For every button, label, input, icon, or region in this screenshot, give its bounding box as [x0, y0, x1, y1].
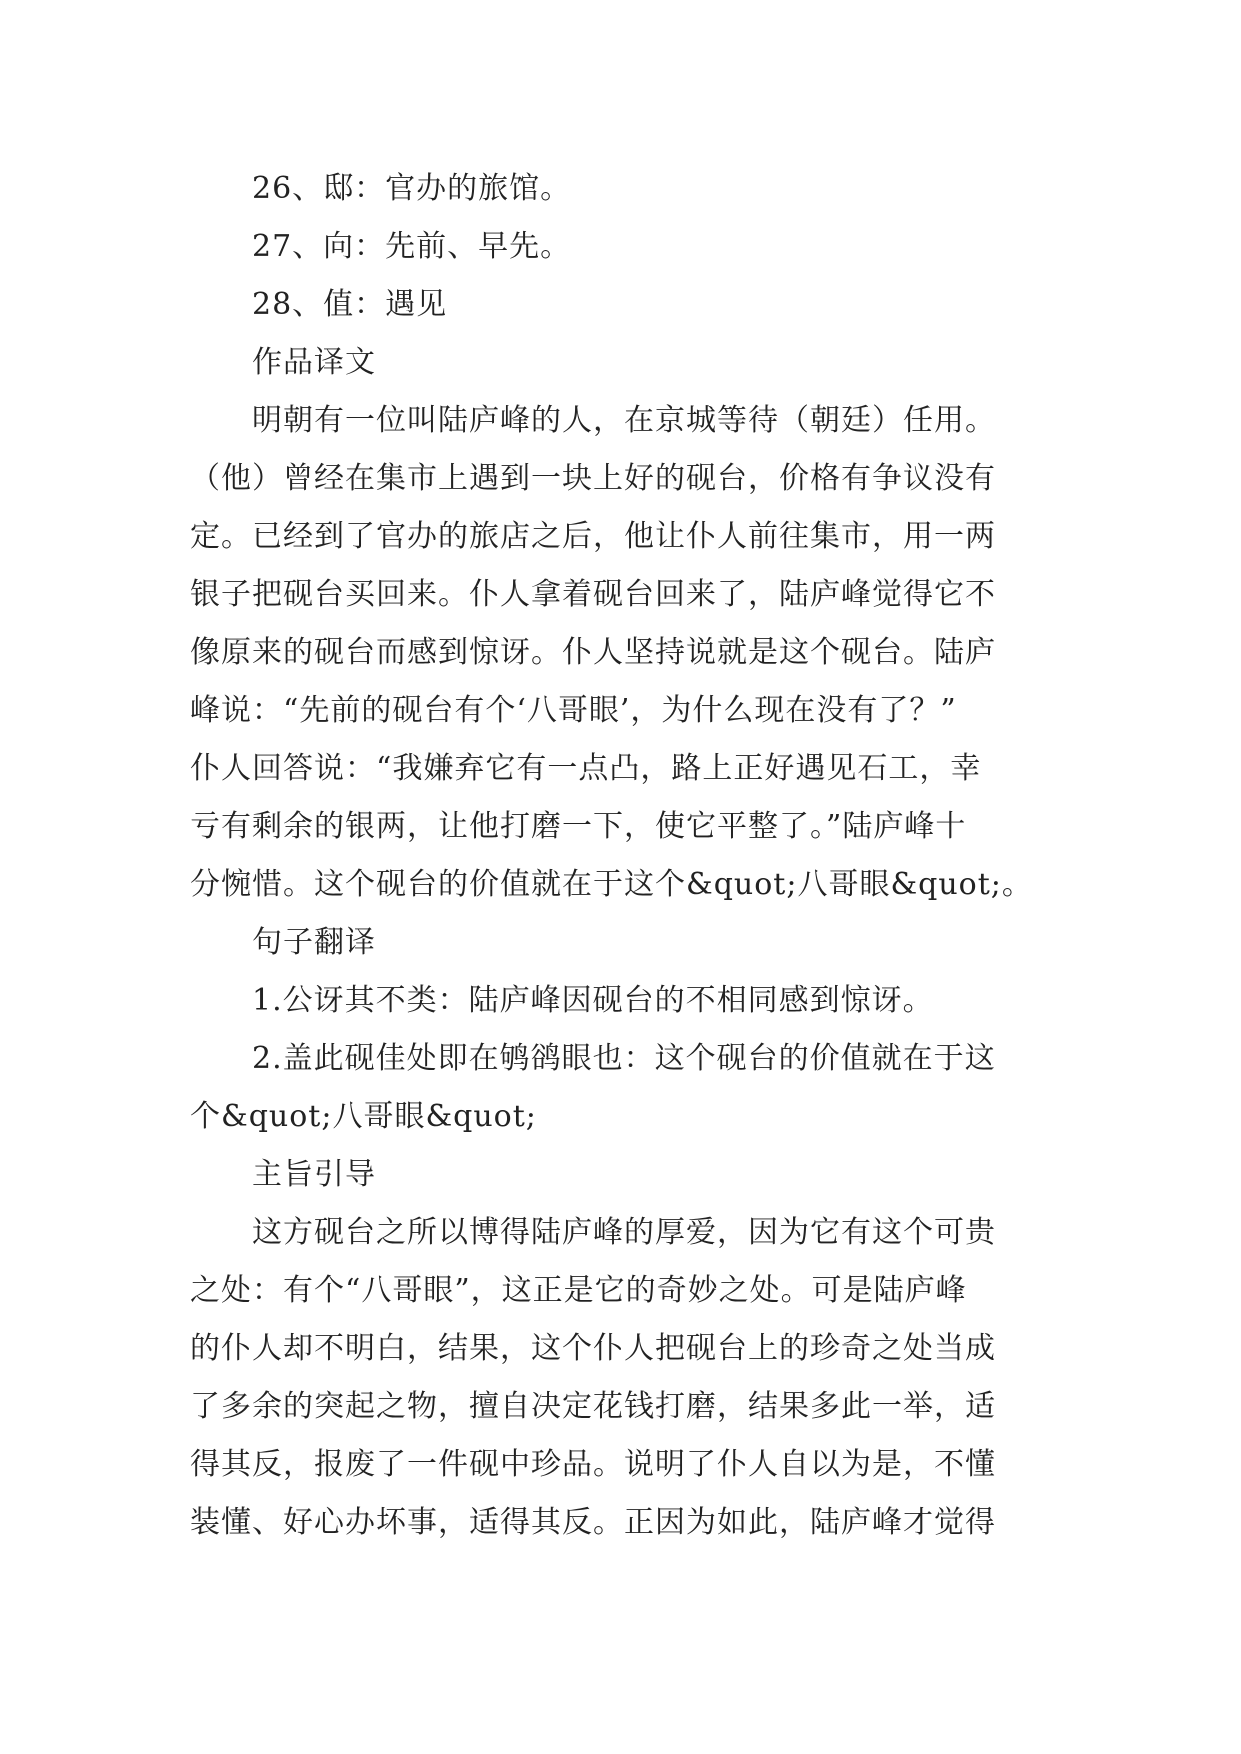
- translation-line: 定。已经到了官办的旅店之后，他让仆人前往集市，用一两: [190, 519, 996, 554]
- translation-line: （他）曾经在集市上遇到一块上好的砚台，价格有争议没有: [190, 461, 996, 496]
- note-26: 26、邸：官办的旅馆。: [252, 171, 572, 206]
- translation-heading: 作品译文: [252, 345, 376, 380]
- translation-line: 分惋惜。这个砚台的价值就在于这个&quot;八哥眼&quot;。: [190, 867, 1033, 902]
- sentences-heading: 句子翻译: [252, 925, 376, 960]
- translation-line: 仆人回答说：“我嫌弃它有一点凸，路上正好遇见石工，幸: [190, 751, 982, 786]
- theme-line: 之处：有个“八哥眼”，这正是它的奇妙之处。可是陆庐峰: [190, 1273, 967, 1308]
- translation-paragraph: [190, 392, 1050, 914]
- theme-line: 了多余的突起之物，擅自决定花钱打磨，结果多此一举，适: [190, 1389, 996, 1424]
- sentence-2-line: 2.盖此砚佳处即在鸲鹆眼也：这个砚台的价值就在于这: [252, 1041, 996, 1076]
- translation-line: 明朝有一位叫陆庐峰的人，在京城等待（朝廷）任用。: [252, 403, 996, 438]
- theme-line: 的仆人却不明白，结果，这个仆人把砚台上的珍奇之处当成: [190, 1331, 996, 1366]
- theme-line: 这方砚台之所以博得陆庐峰的厚爱，因为它有这个可贵: [252, 1215, 996, 1250]
- translation-line: 亏有剩余的银两，让他打磨一下，使它平整了。”陆庐峰十: [190, 809, 967, 844]
- translation-line: 像原来的砚台而感到惊讶。仆人坚持说就是这个砚台。陆庐: [190, 635, 996, 670]
- theme-paragraph: [190, 1204, 1050, 1552]
- sentence-2-line: 个&quot;八哥眼&quot;: [190, 1099, 537, 1134]
- document-page: [190, 160, 1050, 1552]
- theme-heading: 主旨引导: [252, 1157, 376, 1192]
- sentence-1: 1.公讶其不类：陆庐峰因砚台的不相同感到惊讶。: [252, 983, 934, 1018]
- note-27: 27、向：先前、早先。: [252, 229, 572, 264]
- translation-line: 银子把砚台买回来。仆人拿着砚台回来了，陆庐峰觉得它不: [190, 577, 996, 612]
- theme-line: 得其反，报废了一件砚中珍品。说明了仆人自以为是，不懂: [190, 1447, 996, 1482]
- note-28: 28、值：遇见: [252, 287, 448, 322]
- sentence-2: [190, 1030, 1050, 1146]
- theme-line: 装懂、好心办坏事，适得其反。正因为如此，陆庐峰才觉得: [190, 1505, 996, 1540]
- translation-line: 峰说：“先前的砚台有个‘八哥眼’，为什么现在没有了？”: [190, 693, 957, 728]
